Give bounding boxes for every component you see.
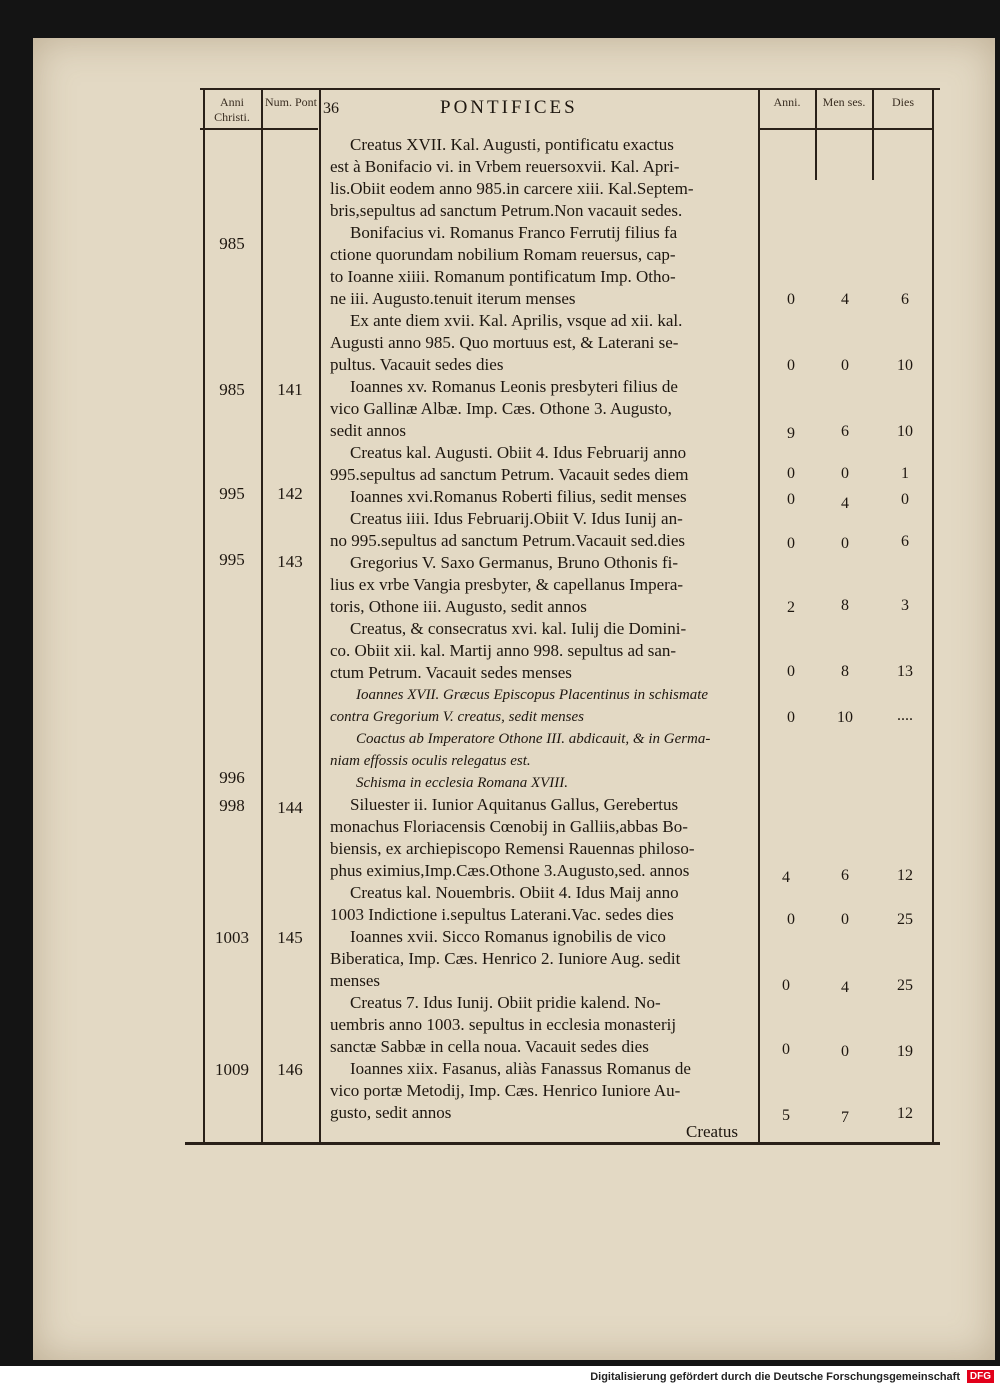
- text-line: menses: [330, 971, 381, 990]
- dies-value: ....: [897, 707, 913, 724]
- text-line: phus eximius,Imp.Cæs.Othone 3.Augusto,sed. annos: [330, 861, 690, 880]
- text-line: Creatus 7. Idus Iunij. Obiit pridie kalend. No-: [350, 993, 661, 1012]
- header-rule: [200, 128, 318, 130]
- text-line: to Ioanne xiiii. Romanum pontificatum Imp. Otho-: [330, 267, 676, 286]
- text-line: vico Gallinæ Albæ. Imp. Cæs. Othone 3. Augusto,: [330, 399, 672, 418]
- bottom-rule: [185, 1142, 940, 1145]
- anni-value: 0: [787, 911, 795, 928]
- text-line: bris,sepultus ad sanctum Petrum.Non vacauit sedes.: [330, 201, 683, 220]
- menses-value: 6: [841, 423, 849, 440]
- text-line: pultus. Vacauit sedes dies: [330, 355, 504, 374]
- anni-value: 0: [787, 535, 795, 552]
- footer-bar: [0, 1366, 1000, 1391]
- anni-value: 0: [782, 977, 790, 994]
- text-line: Creatus kal. Augusti. Obiit 4. Idus Februarij anno: [350, 443, 687, 462]
- col-rule-1: [203, 90, 205, 1142]
- anni-value: 0: [787, 491, 795, 508]
- year-value: 996: [219, 768, 245, 787]
- header-rule-right: [758, 128, 934, 130]
- anni-value: 0: [787, 357, 795, 374]
- col-header-menses: Men ses.: [822, 95, 866, 109]
- text-line: lis.Obiit eodem anno 985.in carcere xiii. Kal.Septem-: [330, 179, 694, 198]
- year-value: 1009: [215, 1060, 249, 1079]
- menses-value: 8: [841, 663, 849, 680]
- text-line: uembris anno 1003. sepultus in ecclesia monasterij: [330, 1015, 677, 1034]
- anni-value: 0: [787, 291, 795, 308]
- dies-value: 13: [897, 663, 913, 680]
- col-rule-5: [815, 90, 817, 180]
- dies-value: 25: [897, 911, 913, 928]
- menses-value: 0: [841, 911, 849, 928]
- text-line: ne iii. Augusto.tenuit iterum menses: [330, 289, 576, 308]
- anni-value: 0: [782, 1041, 790, 1058]
- menses-value: 10: [837, 709, 853, 726]
- pontiff-number: 145: [277, 928, 303, 947]
- text-line: est à Bonifacio vi. in Vrbem reuersoxvii. Kal. Apri-: [330, 157, 680, 176]
- col-header-anni-christi: Anni Christi.: [214, 95, 250, 124]
- text-line: co. Obiit xii. kal. Martij anno 998. sepultus ad san-: [330, 641, 677, 660]
- text-line: contra Gregorium V. creatus, sedit menses: [330, 709, 585, 725]
- text-line: ctione quorundam nobilium Romam reuersus, cap-: [330, 245, 676, 264]
- dies-value: 25: [897, 977, 913, 994]
- year-value: 995: [219, 550, 245, 569]
- col-rule-2: [261, 90, 263, 1142]
- dies-value: 6: [901, 533, 909, 550]
- menses-value: 0: [841, 1043, 849, 1060]
- text-line: Schisma in ecclesia Romana XVIII.: [356, 775, 569, 791]
- col-header-anni: Anni.: [773, 95, 801, 109]
- text-line: Augusti anno 985. Quo mortuus est, & Laterani se-: [330, 333, 679, 352]
- text-line: Bonifacius vi. Romanus Franco Ferrutij filius fa: [350, 223, 678, 242]
- pontiff-number: 141: [277, 380, 303, 399]
- col-header-num-pont: Num. Pont: [264, 95, 317, 109]
- text-line: vico portæ Metodij, Imp. Cæs. Henrico Iuniore Au-: [330, 1081, 681, 1100]
- menses-value: 0: [841, 535, 849, 552]
- menses-value: 8: [841, 597, 849, 614]
- menses-value: 7: [841, 1109, 849, 1126]
- menses-value: 4: [841, 495, 849, 512]
- anni-value: 9: [787, 425, 795, 442]
- menses-value: 6: [841, 867, 849, 884]
- page-number: 36: [323, 100, 339, 117]
- dies-value: 12: [897, 867, 913, 884]
- top-rule: [200, 88, 940, 90]
- pontiff-number: 146: [277, 1060, 303, 1079]
- text-line: 995.sepultus ad sanctum Petrum. Vacauit sedes diem: [330, 465, 689, 484]
- running-title: PONTIFICES: [440, 97, 578, 118]
- catchword: Creatus: [686, 1122, 738, 1141]
- dies-value: 3: [901, 597, 909, 614]
- text-line: Siluester ii. Iunior Aquitanus Gallus, Gerebertus: [350, 795, 679, 814]
- text-line: niam effossis oculis relegatus est.: [330, 753, 531, 769]
- footer-note: Digitalisierung gefördert durch die Deutsche Forschungsgemeinschaft: [590, 1371, 960, 1383]
- dies-value: 0: [901, 491, 909, 508]
- dies-value: 6: [901, 291, 909, 308]
- text-line: Ioannes xv. Romanus Leonis presbyteri filius de: [350, 377, 678, 396]
- text-line: Ioannes xvii. Sicco Romanus ignobilis de vico: [350, 927, 666, 946]
- year-value: 1003: [215, 928, 249, 947]
- year-value: 985: [219, 234, 245, 253]
- dies-value: 12: [897, 1105, 913, 1122]
- text-line: Gregorius V. Saxo Germanus, Bruno Othonis fi-: [350, 553, 679, 572]
- text-line: Ioannes xiix. Fasanus, aliàs Fanassus Romanus de: [350, 1059, 691, 1078]
- text-line: lius ex vrbe Vangia presbyter, & capellanus Impera-: [330, 575, 684, 594]
- dies-value: 10: [897, 423, 913, 440]
- menses-value: 0: [841, 357, 849, 374]
- dies-value: 10: [897, 357, 913, 374]
- pontiff-number: 143: [277, 552, 303, 571]
- menses-value: 0: [841, 465, 849, 482]
- text-line: Biberatica, Imp. Cæs. Henrico 2. Iuniore Aug. sedit: [330, 949, 681, 968]
- text-line: gusto, sedit annos: [330, 1103, 452, 1122]
- anni-value: 2: [787, 599, 795, 616]
- year-value: 995: [219, 484, 245, 503]
- col-header-dies: Dies: [892, 95, 914, 109]
- text-line: Ioannes xvi.Romanus Roberti filius, sedit menses: [350, 487, 687, 506]
- col-rule-6: [872, 90, 874, 180]
- anni-value: 0: [787, 465, 795, 482]
- text-line: no 995.sepultus ad sanctum Petrum.Vacauit sed.dies: [330, 531, 686, 550]
- menses-value: 4: [841, 291, 849, 308]
- dfg-logo: DFG: [967, 1370, 994, 1383]
- menses-value: 4: [841, 979, 849, 996]
- col-rule-3: [319, 90, 321, 1142]
- text-line: Ex ante diem xvii. Kal. Aprilis, vsque ad xii. kal.: [350, 311, 683, 330]
- anni-value: 4: [782, 869, 790, 886]
- dies-value: 19: [897, 1043, 913, 1060]
- text-line: sanctæ Sabbæ in cella noua. Vacauit sedes dies: [330, 1037, 649, 1056]
- text-line: ctum Petrum. Vacauit sedes menses: [330, 663, 572, 682]
- anni-value: 0: [787, 709, 795, 726]
- text-line: Coactus ab Imperatore Othone III. abdicauit, & in Germa-: [356, 731, 711, 747]
- anni-value: 5: [782, 1107, 790, 1124]
- col-rule-4: [758, 90, 760, 1142]
- pontiff-number: 142: [277, 484, 303, 503]
- text-line: Creatus, & consecratus xvi. kal. Iulij die Domini-: [350, 619, 687, 638]
- text-line: Creatus iiii. Idus Februarij.Obiit V. Idus Iunij an-: [350, 509, 683, 528]
- text-line: Creatus XVII. Kal. Augusti, pontificatu exactus: [350, 135, 674, 154]
- text-line: biensis, ex archiepiscopo Remensi Rauennas philoso-: [330, 839, 695, 858]
- text-line: sedit annos: [330, 421, 407, 440]
- anni-value: 0: [787, 663, 795, 680]
- text-line: toris, Othone iii. Augusto, sedit annos: [330, 597, 587, 616]
- year-value: 985: [219, 380, 245, 399]
- text-line: 1003 Indictione i.sepultus Laterani.Vac. sedes dies: [330, 905, 674, 924]
- text-line: monachus Floriacensis Cœnobij in Galliis,abbas Bo-: [330, 817, 688, 836]
- text-line: Ioannes XVII. Græcus Episcopus Placentinus in schismate: [356, 687, 709, 703]
- text-line: Creatus kal. Nouembris. Obiit 4. Idus Maij anno: [350, 883, 679, 902]
- dies-value: 1: [901, 465, 909, 482]
- pontiff-number: 144: [277, 798, 303, 817]
- col-rule-7: [932, 90, 934, 1142]
- year-value: 998: [219, 796, 245, 815]
